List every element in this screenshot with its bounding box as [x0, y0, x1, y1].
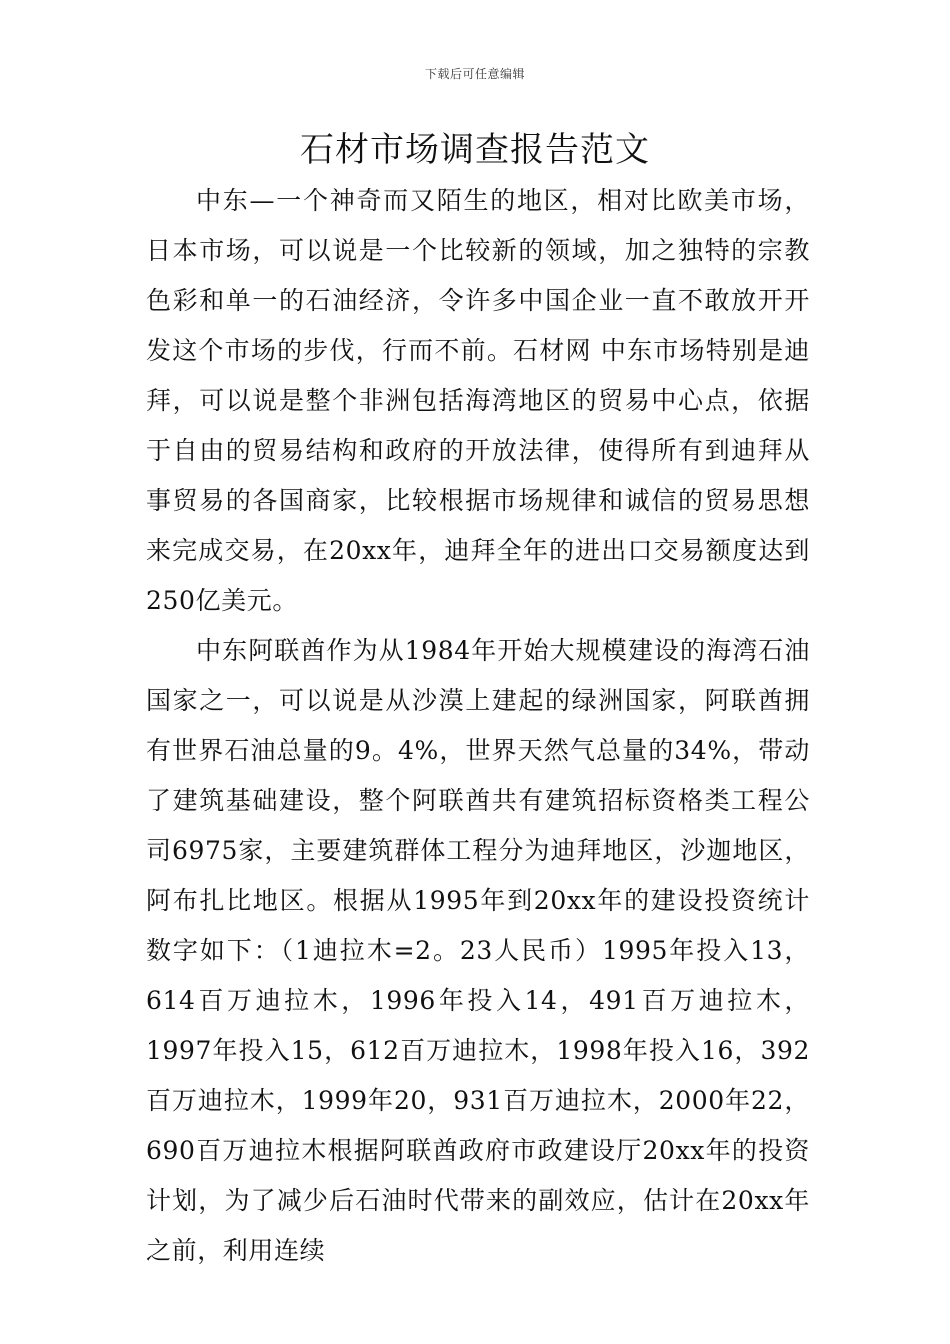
document-body [146, 176, 810, 1276]
document-title: 石材市场调查报告范文 [300, 130, 650, 170]
paragraph-1: 中东—一个神奇而又陌生的地区，相对比欧美市场，日本市场，可以说是一个比较新的领域，加之独特的宗教色彩和单一的石油经济，令许多中国企业一直不敢放开开发这个市场的步伐，行而不前。石材网 中东市场特别是迪拜，可以说是整个非洲包括海湾地区的贸易中心点，依据于自由的贸易结构和政府的开放法律，使得所有到迪拜从事贸易的各国商家，比较根据市场规律和诚信的贸易思想来完成交易，在20xx年，迪拜全年的进出口交易额度达到250亿美元。 [146, 186, 810, 615]
page-header-note: 下载后可任意编辑 [424, 67, 525, 81]
paragraph-2: 中东阿联酋作为从1984年开始大规模建设的海湾石油国家之一，可以说是从沙漠上建起的绿洲国家，阿联酋拥有世界石油总量的9。4%，世界天然气总量的34%，带动了建筑基础建设，整个阿联酋共有建筑招标资格类工程公司6975家，主要建筑群体工程分为迪拜地区，沙迦地区，阿布扎比地区。根据从1995年到20xx年的建设投资统计数字如下：（1迪拉木=2。23人民币）1995年投入13，614百万迪拉木，1996年投入14，491百万迪拉木，1997年投入15，612百万迪拉木，1998年投入16，392百万迪拉木，1999年20，931百万迪拉木，2000年22，690百万迪拉木根据阿联酋政府市政建设厅20xx年的投资计划，为了减少后石油时代带来的副效应，估计在20xx年之前，利用连续 [146, 636, 810, 1265]
